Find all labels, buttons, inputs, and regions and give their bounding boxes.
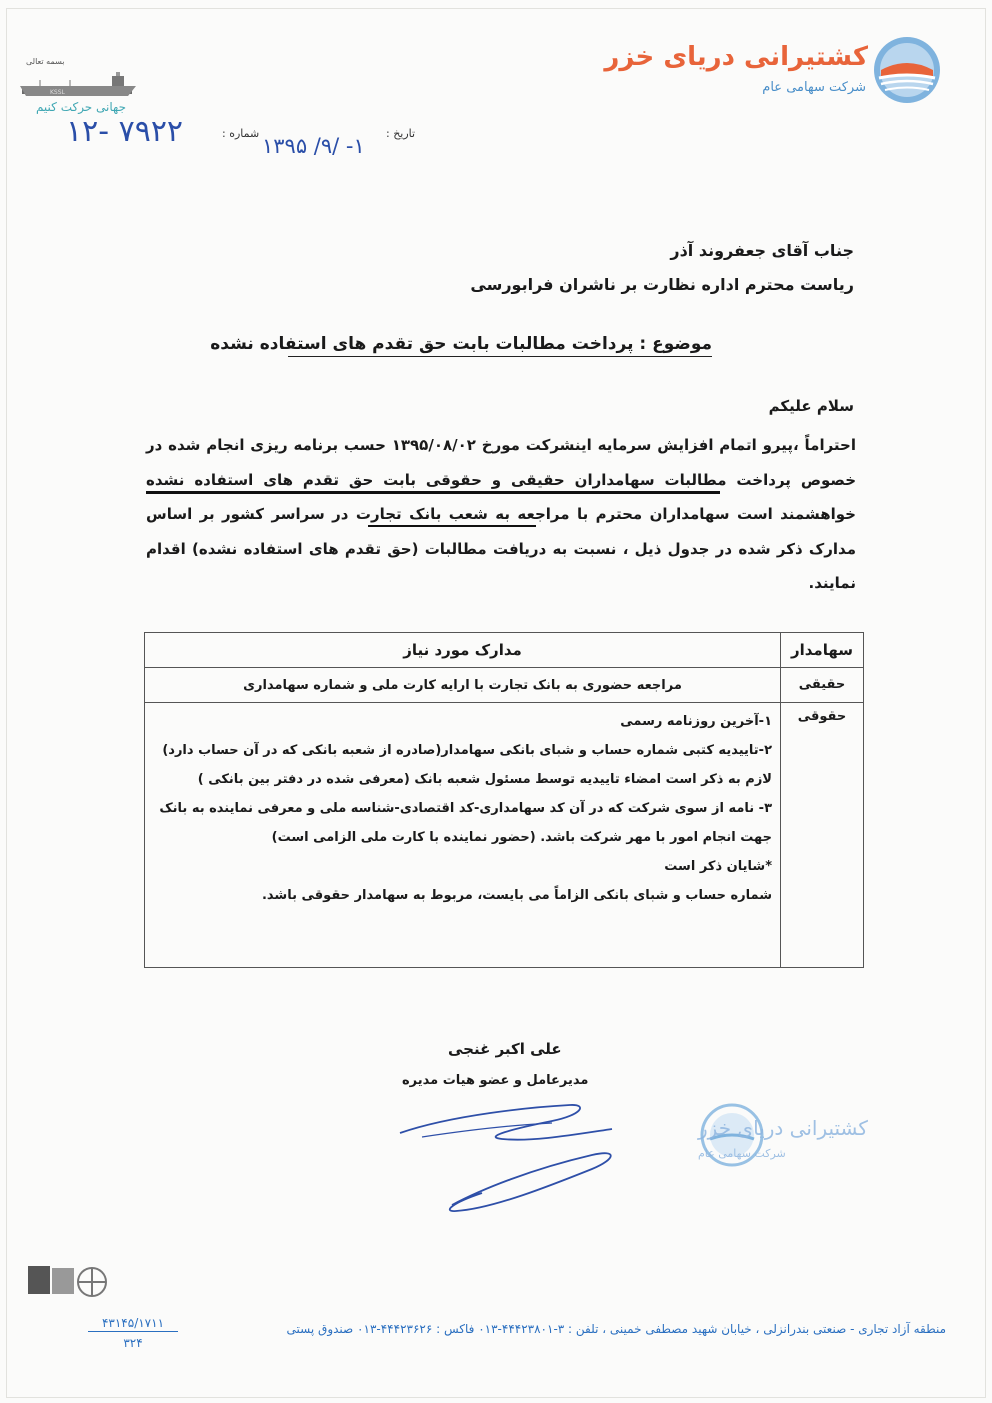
greeting: سلام علیکم xyxy=(768,397,854,415)
ship-icon xyxy=(20,70,136,100)
document-line: ۳- نامه از سوی شرکت که در آن کد سهامداری-کد اقتصادی-شناسه ملی و معرفی نماینده به بانک xyxy=(159,801,772,816)
body-paragraph: احتراماً ،پیرو اتمام افزایش سرمایه اینشرکت مورخ ۱۳۹۵/۰۸/۰۲ حسب برنامه ریزی انجام شده در خصوص پرداخت مطالبات سهامداران حقیقی و حقوقی بابت حق تقدم های استفاده نشده خواهشمند است سهامداران محترم با مراجعه به شعب بانک تجارت در سراسر کشور بر اساس مدارک ذکر شده در جدول ذیل ، نسبت به دریافت مطالبات (حق تقدم های استفاده نشده) اقدام نمایند. xyxy=(146,436,856,592)
po-box-number xyxy=(88,1316,178,1350)
handwritten-underline xyxy=(146,491,720,494)
slogan: جهانی حرکت کنیم xyxy=(35,100,126,114)
document-line: ۱-آخرین روزنامه رسمی xyxy=(620,714,772,729)
company-subtitle: شرکت سهامی عام xyxy=(762,80,866,95)
document-line: لازم به ذکر است امضاء تاییدیه توسط مسئول شعبه بانک (معرفی شده در دفتر بین بانکی ) xyxy=(197,772,772,787)
signatory-name: علی اکبر غنجی xyxy=(448,1040,562,1058)
company-name: کشتیرانی دریای خزر xyxy=(604,42,868,72)
addressee-name: جناب آقای جعفروند آذر xyxy=(670,241,854,260)
shareholder-type: حقوقی xyxy=(781,703,864,968)
number-label: شماره : xyxy=(222,127,260,140)
handwritten-signature xyxy=(392,1085,652,1225)
invocation: بسمه تعالی xyxy=(26,57,65,66)
certification-logos-icon xyxy=(26,1256,116,1304)
table-row xyxy=(145,703,864,968)
signatory-title: مدیرعامل و عضو هیات مدیره xyxy=(402,1073,589,1088)
document-line: شماره حساب و شبای بانکی الزاماً می بایست، مربوط به سهامدار حقوقی باشد. xyxy=(261,888,772,903)
handwritten-underline xyxy=(368,525,536,527)
footer-address: منطقه آزاد تجاری - صنعتی بندرانزلی ، خیابان شهید مصطفی خمینی ، تلفن : ۳-۴۴۴۲۳۸۰۱-۰۱۳ فاکس : ۴۴۴۲۳۶۲۶-۰۱۳ صندوق پستی xyxy=(286,1322,946,1336)
document-line: *شایان ذکر است xyxy=(664,859,772,874)
shareholder-type: حقیقی xyxy=(781,668,864,703)
table-row xyxy=(145,668,864,703)
table-header-shareholder: سهامدار xyxy=(781,633,864,668)
po-box-bottom: ۳۲۴ xyxy=(123,1336,143,1350)
stamp-company-name: کشتیرانی دریای خزر xyxy=(698,1116,868,1140)
table-header-documents: مدارک مورد نیاز xyxy=(145,633,781,668)
subject-line: موضوع : پرداخت مطالبات بابت حق تقدم های استفاده نشده xyxy=(288,334,712,357)
date-label: تاریخ : xyxy=(386,127,416,140)
document-line: ۲-تاییدیه کتبی شماره حساب و شبای بانکی سهامدار(صادره از شعبه بانکی که در آن حساب دارد) xyxy=(162,743,772,758)
addressee-title: ریاست محترم اداره نظارت بر ناشران فرابورسی xyxy=(470,275,854,294)
letter-date: ۱۳۹۵ /۹/ -۱ xyxy=(262,134,365,158)
ship-label: KSSL xyxy=(50,89,65,96)
company-logo-icon xyxy=(873,36,941,104)
document-line: جهت انجام امور با مهر شرکت باشد. (حضور نماینده با کارت ملی الزامی است) xyxy=(271,830,772,845)
letter-number: ۱۲- ۷۹۲۲ xyxy=(66,114,184,149)
po-box-top: ۴۳۱۴۵/۱۷۱۱ xyxy=(88,1316,178,1332)
required-documents: مراجعه حضوری به بانک تجارت با ارایه کارت ملی و شماره سهامداری xyxy=(145,668,781,703)
documents-table xyxy=(144,632,864,968)
required-documents xyxy=(145,703,781,968)
stamp-company-subtitle: شرکت سهامی عام xyxy=(698,1147,786,1160)
